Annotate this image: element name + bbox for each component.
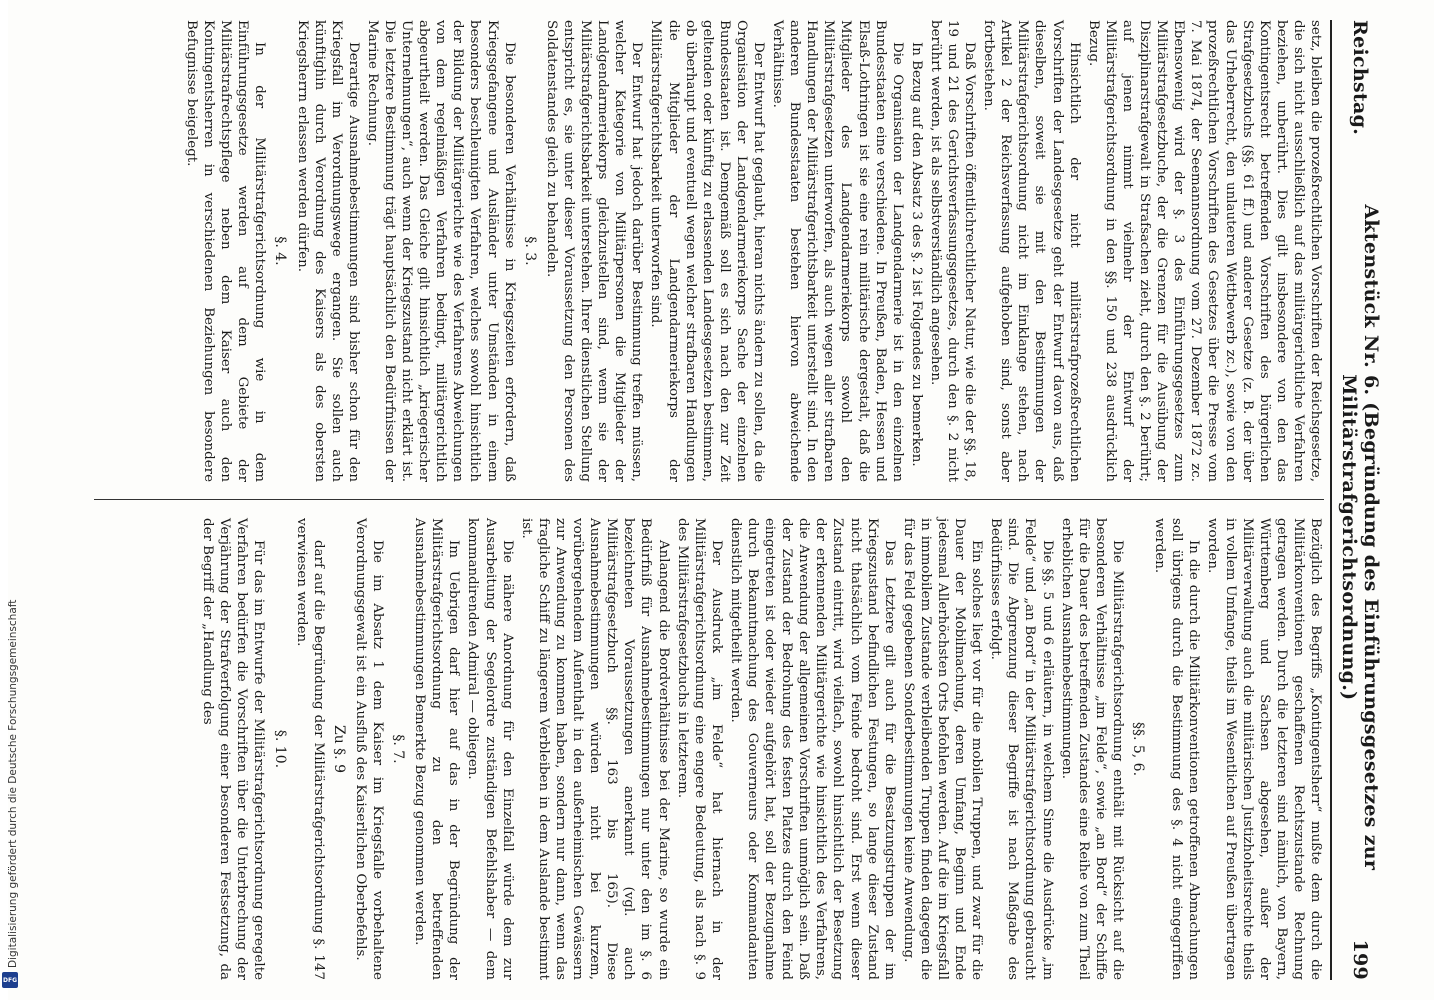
header-rule — [1330, 20, 1332, 980]
section-heading: §. 4. — [272, 236, 289, 266]
paragraph: Ein solches liegt vor für die mobilen Truppen, und zwar für die Dauer der Mobilmachung, deren Umfang, Beginn und Ende jedesmal Allerhöchsten Orts befohlen werden. Auf die im Kriegsfall in immobilem Zustande verbleibenden Truppen finden dagegen die für das Feld gegebenen Sonderbestimmungen keine Anwendung. — [900, 518, 985, 980]
paragraph: Die nähere Anordnung für den Einzelfall würde dem zur Ausarbeitung der Segelordre zuständigen Befehlshaber — dem kommandirenden Admiral — obliegen. — [465, 518, 515, 980]
paragraph: In die durch die Militärkonventionen getroffenen Abmachungen soll übrigens durch die Bestimmung des §. 4 nicht eingegriffen werden. — [1152, 518, 1202, 980]
paragraph: Die im Absatz 1 dem Kaiser im Kriegsfalle vorbehaltene Verordnungsgewalt ist ein Ausfluß des Kaiserlichen Oberbefehls. — [352, 518, 386, 980]
page-header — [1334, 20, 1386, 980]
paragraph: Hinsichtlich der nicht militärstrafprozeßrechtlichen Vorschriften der Landesgesetze geht der Entwurf davon aus, daß dieselben, soweit sie mit den Bestimmungen der Militärstrafgerichtsordnung nicht im Einklange stehen, nach Artikel 2 der Reichsverfassung aufgehoben sind, sonst aber fortbestehen. — [981, 20, 1082, 482]
paragraph: Im Uebrigen darf hier auf das in der Begründung der Militärstrafgerichtsordnung zu den betreffenden Ausnahmebestimmungen Bemerkte Bezug genommen werden. — [412, 518, 462, 980]
header-section: Reichstag. — [1349, 20, 1371, 136]
paragraph: darf auf die Begründung der Militärstrafgerichtsordnung §. 147 verwiesen werden. — [293, 518, 326, 980]
paragraph: Der Entwurf hat jedoch darüber Bestimmung treffen müssen, welcher Kategorie von Militärpersonen die Mitglieder der Landgendarmeriekorps gleichzustellen sind, wenn sie der Militärstrafgerichtsbarkeit unterstehen. Ihrer dienstlichen Stellung entspricht es, sie unter dieser Voraussetzung den Personen des Soldatenstandes gleich zu behandeln. — [543, 20, 645, 482]
paragraph: Daß Vorschriften öffentlichrechtlicher Natur, wie die der §§. 18, 19 und 21 des Gerichtsverfassungsgesetzes, durch den §. 2 nicht berührt werden, ist als selbstverständlich angesehen. — [927, 20, 978, 482]
paragraph: Für das im Entwurfe der Militärstrafgerichtsordnung geregelte Verfahren bedürfen die Vorschriften über die Unterbrechung der Verjährung der Strafverfolgung einer besonderen Festsetzung, da der Begriff der „Handlung des — [200, 518, 267, 980]
paragraph: Derartige Ausnahmebestimmungen sind bisher schon für den Kriegsfall im Verordnungswege ergangen. Sie sollen auch künftighin durch Verordnung des Kaisers als des obersten Kriegsherrn erlassen werden dürfen. — [294, 20, 361, 482]
paragraph: Die Organisation der Landgendarmerie ist in den einzelnen Bundesstaaten eine verschiedene. In Preußen, Baden, Hessen und Elsaß-Lothringen ist sie eine rein militärische dergestalt, daß die Mitglieder des Landgendarmeriekorps sowohl den Militärstrafgesetzen unterworfen, als auch wegen aller strafbaren Handlungen der Militärstrafgerichtsbarkeit unterstellt sind. In den anderen Bundesstaaten bestehen hiervon abweichende Verhältnisse. — [770, 20, 905, 482]
page-number: 199 — [1349, 939, 1371, 980]
paragraph: In Bezug auf den Absatz 3 des §. 2 ist Folgendes zu bemerken. — [908, 42, 924, 467]
rotated-text-page — [86, 0, 1386, 1000]
paragraph: Anlangend die Bordverhältnisse bei der Marine, so wurde ein Bedürfniß für Ausnahmebestimmungen nur unter den im §. 6 bezeichneten Voraussetzungen anerkannt (vgl. auch Militärstrafgesetzbuch §§. 163 bis 165). Diese Ausnahmebestimmungen würden nicht bei kurzem, vorübergehendem Aufenthalt in den außerheimischen Gewässern zur Anwendung zu kommen haben, sondern nur dann, wenn das fragliche Schiff zu längerem Verbleiben in dem Auslande bestimmt ist. — [518, 518, 671, 980]
paragraph: Die besonderen Verhältnisse in Kriegszeiten erfordern, daß Kriegsgefangene und Ausländer unter Umständen in einem besonders beschleunigten Verfahren, welches sowohl hinsichtlich der Bildung der Militärgerichte wie des Verfahrens Abweichungen von dem regelmäßigen Verfahren bedingt, militärgerichtlich abgeurtheilt werden. Das Gleiche gilt hinsichtlich „kriegerischer Unternehmungen“, auch wenn der Kriegszustand nicht erklärt ist. Die letztere Bestimmung trägt hauptsächlich den Bedürfnissen der Marine Rechnung. — [364, 20, 517, 482]
left-column — [181, 20, 1324, 482]
paragraph: Das Letztere gilt auch für die Besatzungstruppen der im Kriegszustand befindlichen Festungen, so lange dieser Zustand nicht thatsächlich vom Feinde bedroht sind. Erst wenn dieser Zustand eintritt, wird vielfach, sowohl hinsichtlich der Besetzung der erkennenden Militärgerichte wie hinsichtlich des Verfahrens, die Anwendung der allgemeinen Vorschriften unmöglich sein. Daß der Zustand der Bedrohung des festen Platzes durch den Feind eingetreten ist oder wieder aufgehört hat, soll der Bezugnahme durch Bekanntmachung des Gouverneurs oder Kommandanten dienstlich mitgetheilt werden. — [727, 518, 897, 980]
right-column — [197, 518, 1324, 980]
column-divider — [94, 499, 1324, 500]
section-heading: §§. 5, 6. — [1130, 721, 1147, 777]
paragraph: Die §§. 5 und 6 erläutern, in welchem Sinne die Ausdrücke „im Felde“ und „an Bord“ in der Militärstrafgerichtsordnung gebraucht sind. Die Abgrenzung dieser Begriffe ist nach Maßgabe des Bedürfnisses erfolgt. — [988, 518, 1055, 980]
paragraph: Bezüglich des Begriffs „Kontingentsherr“ mußte dem durch die Militärkonventionen geschaffenen Rechtszustande Rechnung getragen werden. Durch die letzteren sind nämlich, von Bayern, Württemberg und Sachsen abgesehen, außer der Militärverwaltung auch die militärischen Justizhoheitsrechte theils in vollem Umfange, theils im Wesentlichen auf Preußen übertragen worden. — [1205, 518, 1323, 980]
header-title: Aktenstück Nr. 6. (Begründung des Einführungsgesetzes zur Militärstrafgerichtsordnung.) — [1338, 204, 1382, 871]
digitization-footer — [0, 0, 20, 1000]
section-heading: §. 10. — [271, 729, 288, 769]
paragraph: Der Ausdruck „im Felde“ hat hiernach in der Militärstrafgerichtsordnung eine engere Bedeutung, als nach §. 9 des Militärstrafgesetzbuchs in letzterem. — [674, 518, 724, 980]
scanned-page — [8, 0, 1434, 1000]
section-heading: Zu §. 9 — [330, 724, 347, 773]
dfg-logo-icon: DFG — [2, 972, 18, 988]
paragraph: Die Militärstrafgerichtsordnung enthält mit Rücksicht auf die besonderen Verhältnisse „im Felde“, sowie „an Bord“ der Schiffe für die Dauer des betreffenden Zustandes eine Reihe von zum Theil erheblichen Ausnahmebestimmungen. — [1058, 518, 1125, 980]
digitization-note: Digitalisierung gefördert durch die Deutsche Forschungsgemeinschaft — [7, 599, 19, 968]
section-heading: §. 3. — [521, 236, 538, 266]
paragraph: In der Militärstrafgerichtsordnung wie in dem Einführungsgesetze werden auf dem Gebiete der Militärstrafrechtspflege neben dem Kaiser auch den Kontingentsherren in verschiedenen Beziehungen besondere Befugnisse beigelegt. — [184, 20, 268, 482]
paragraph: Der Entwurf hat geglaubt, hieran nichts ändern zu sollen, da die Organisation der Landgendarmeriekorps Sache der einzelnen Bundesstaaten ist. Demgemäß soll es sich nach den zur Zeit geltenden oder künftig zu erlassenden Landesgesetzen bestimmen, ob überhaupt und eventuell wegen welcher strafbaren Handlungen die Mitglieder der Landgendarmeriekorps der Militärstrafgerichtsbarkeit unterworfen sind. — [648, 20, 766, 482]
section-heading: §. 7. — [390, 734, 407, 764]
paragraph: setz, bleiben die prozeßrechtlichen Vorschriften der Reichsgesetze, die sich nicht ausschließlich auf das militärgerichtliche Verfahren beziehen, unberührt. Dies gilt insbesondere von den das Kontingentsrecht betreffenden Vorschriften des bürgerlichen Strafgesetzbuchs (§§. 61 ff.) und anderer Gesetze (z. B. der über das Urheberrecht, den unlauteren Wettbewerb zc.), sowie von den prozeßrechtlichen Vorschriften des Gesetzes über die Presse vom 7. Mai 1874, der Seemannsordnung vom 27. Dezember 1872 zc. Ebensowenig wird der §. 3 des Einführungsgesetzes zum Militärstrafgesetzbuche, der die Grenzen für die Ausübung der Disziplinarstrafgewalt in Strafsachen zieht, durch den §. 2 berührt; auf jenen nimmt vielmehr der Entwurf der Militärstrafgerichtsordnung in den §§. 150 und 238 ausdrücklich Bezug. — [1085, 20, 1323, 482]
